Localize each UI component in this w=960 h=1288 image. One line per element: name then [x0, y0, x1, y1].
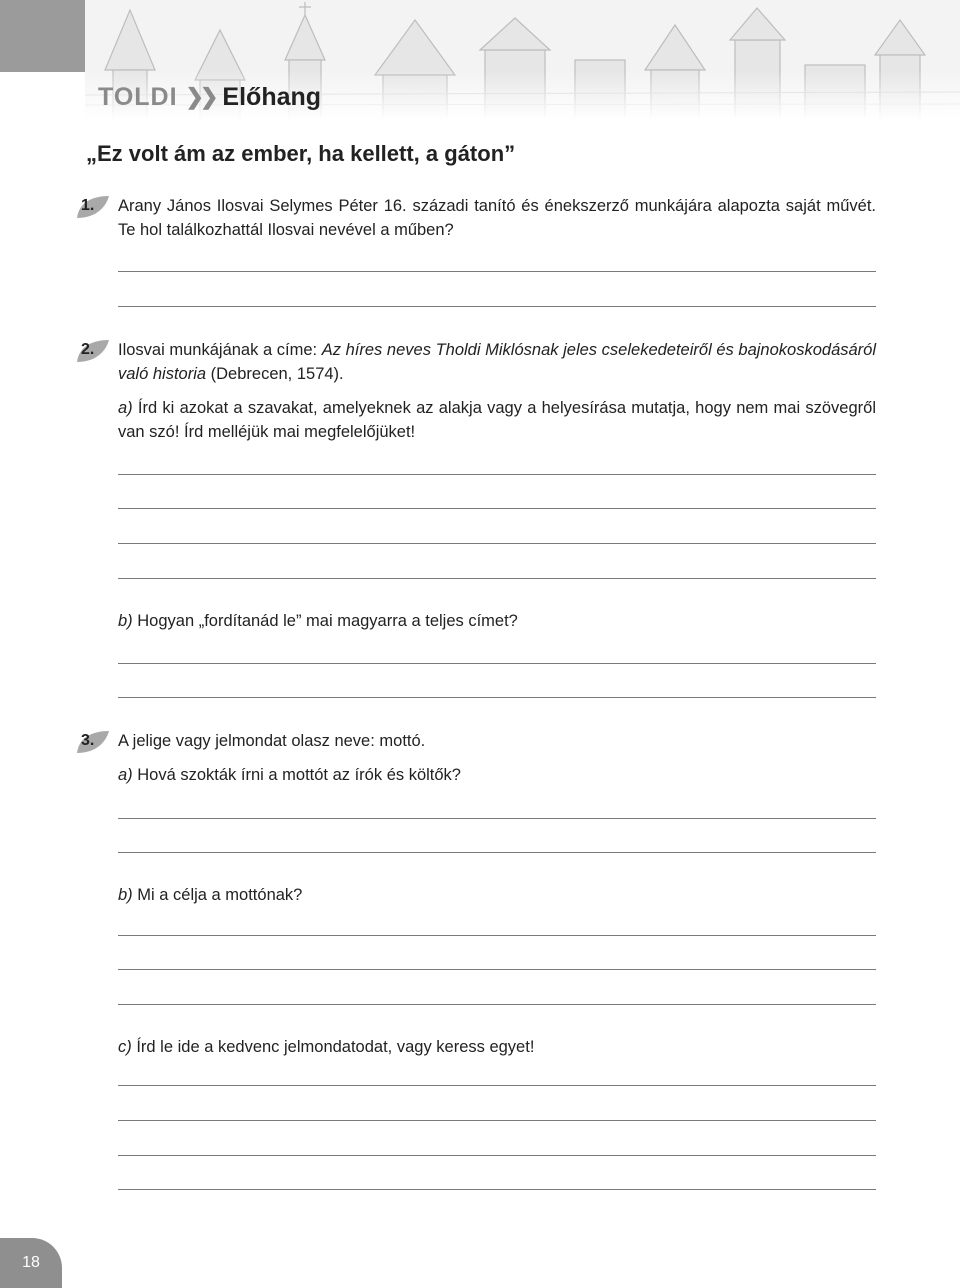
breadcrumb-section: TOLDI [98, 82, 178, 111]
task-2-text [118, 338, 876, 386]
task-number: 1. [81, 197, 95, 214]
task-3a-text: Hová szokták írni a mottót az írók és költők? [137, 766, 461, 784]
breadcrumb-chapter: Előhang [222, 82, 322, 111]
answer-line[interactable] [118, 969, 876, 970]
header-color-block [0, 0, 85, 72]
subtask-label: b) [118, 612, 133, 630]
answer-line[interactable] [118, 508, 876, 509]
answer-line[interactable] [118, 663, 876, 664]
task-3c [118, 1035, 876, 1059]
task-number-badge [75, 338, 115, 364]
task-2-text-post: (Debrecen, 1574). [206, 365, 344, 383]
task-number: 2. [81, 341, 95, 358]
answer-line[interactable] [118, 1120, 876, 1121]
subtask-label: c) [118, 1038, 132, 1056]
answer-line[interactable] [118, 818, 876, 819]
task-3a [118, 763, 876, 787]
answer-line[interactable] [118, 543, 876, 544]
task-3b-text: Mi a célja a mottónak? [137, 886, 303, 904]
task-number: 3. [81, 732, 95, 749]
task-3-text: A jelige vagy jelmondat olasz neve: mottó. [118, 732, 426, 750]
answer-line[interactable] [118, 1189, 876, 1190]
task-2b-text: Hogyan „fordítanád le” mai magyarra a teljes címet? [137, 612, 518, 630]
breadcrumb [98, 80, 321, 114]
subtask-label: b) [118, 886, 133, 904]
task-2a-text: Írd ki azokat a szavakat, amelyeknek az alakja vagy a helyesírása mutatja, hogy nem mai szövegről van szó! Írd melléjük mai megfelelőjüket! [118, 399, 876, 441]
task-2b [118, 609, 876, 633]
answer-line[interactable] [118, 271, 876, 272]
task-2a [118, 396, 876, 444]
answer-line[interactable] [118, 474, 876, 475]
task-3b [118, 883, 876, 907]
answer-line[interactable] [118, 697, 876, 698]
subtask-label: a) [118, 399, 133, 417]
answer-line[interactable] [118, 578, 876, 579]
page-title: „Ez volt ám az ember, ha kellett, a gáton” [86, 141, 516, 166]
double-chevron-icon: ❯❯ [185, 84, 215, 109]
task-number-badge [75, 194, 115, 220]
historia-title: Az híres neves Tholdi Miklósnak jeles cselekedeteiről és bajnokoskodásáról való historia [118, 341, 877, 383]
task-3c-text: Írd le ide a kedvenc jelmondatodat, vagy keress egyet! [136, 1038, 535, 1056]
answer-line[interactable] [118, 852, 876, 853]
answer-line[interactable] [118, 1155, 876, 1156]
subtask-label: a) [118, 766, 133, 784]
page-number: 18 [0, 1238, 62, 1288]
answer-line[interactable] [118, 306, 876, 307]
answer-line[interactable] [118, 1004, 876, 1005]
task-number-badge [75, 729, 115, 755]
answer-line[interactable] [118, 935, 876, 936]
task-2-text-pre: Ilosvai munkájának a címe: [118, 341, 322, 359]
answer-line[interactable] [118, 1085, 876, 1086]
task-1-text: Arany János Ilosvai Selymes Péter 16. századi tanító és énekszerző munkájára alapozta saját művét. Te hol találkozhattál Ilosvai nevével a műben? [118, 197, 876, 239]
